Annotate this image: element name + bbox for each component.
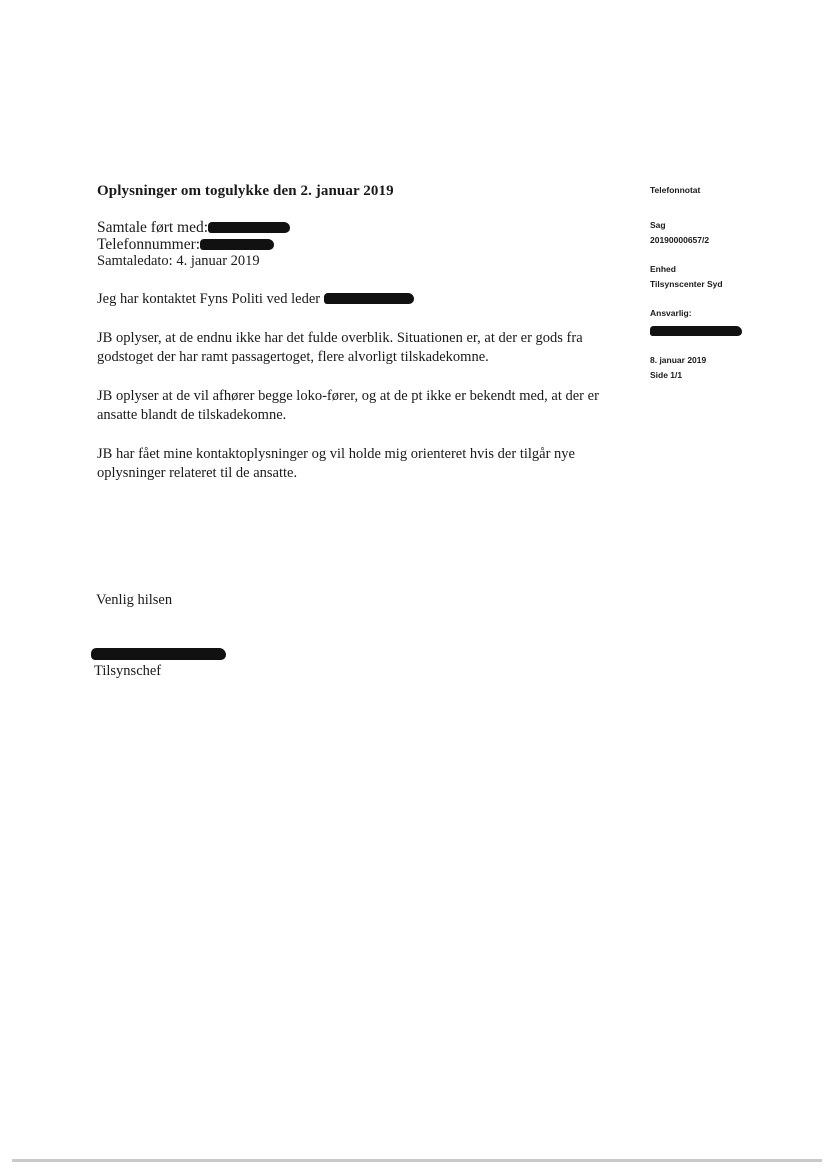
- sidebar-info: [650, 185, 810, 399]
- redaction-bar: [200, 239, 274, 250]
- enhed-value: Tilsynscenter Syd: [650, 279, 723, 289]
- paragraph-2: JB oplyser at de vil afhører begge loko-fører, og at de pt ikke er bekendt med, at der er ansatte blandt de tilskadekomne.: [97, 388, 599, 423]
- ansvarlig-block: [650, 308, 810, 336]
- paragraph-1: JB oplyser, at de endnu ikke har det fulde overblik. Situationen er, at der er gods fra godstoget der har ramt passagertoget, flere alvorligt tilskadekomne.: [97, 330, 583, 365]
- samtaledato-line: Samtaledato: 4. januar 2019: [97, 253, 260, 269]
- main-content: [97, 183, 627, 483]
- date-block: [650, 355, 810, 380]
- signature-block: [91, 648, 291, 680]
- sag-label: Sag: [650, 220, 666, 230]
- signature-title: Tilsynschef: [94, 663, 162, 679]
- enhed-label: Enhed: [650, 264, 676, 274]
- page-number: Side 1/1: [650, 370, 683, 380]
- samtale-label: Samtale ført med:: [97, 219, 209, 236]
- ansvarlig-label: Ansvarlig:: [650, 308, 692, 318]
- closing-greeting: Venlig hilsen: [96, 592, 173, 608]
- sag-block: [650, 220, 810, 245]
- paragraph-3: JB har fået mine kontaktoplysninger og vil holde mig orienteret hvis der tilgår nye oplysninger relateret til de ansatte.: [97, 446, 575, 481]
- document-date: 8. januar 2019: [650, 355, 707, 365]
- redaction-bar: [324, 293, 414, 304]
- samtale-line: [97, 219, 627, 236]
- sag-value: 20190000657/2: [650, 235, 710, 245]
- scan-edge-line: [12, 1159, 822, 1162]
- document-type: Telefonnotat: [650, 185, 701, 195]
- kontakt-line: [97, 290, 627, 309]
- kontakt-text: Jeg har kontaktet Fyns Politi ved leder: [97, 291, 321, 307]
- redaction-bar: [208, 222, 290, 233]
- telefon-label: Telefonnummer:: [97, 236, 201, 253]
- document-title: Oplysninger om togulykke den 2. januar 2019: [97, 183, 394, 199]
- redaction-bar: [650, 326, 742, 336]
- enhed-block: [650, 264, 810, 289]
- telefon-line: [97, 236, 627, 253]
- redaction-bar: [91, 648, 226, 660]
